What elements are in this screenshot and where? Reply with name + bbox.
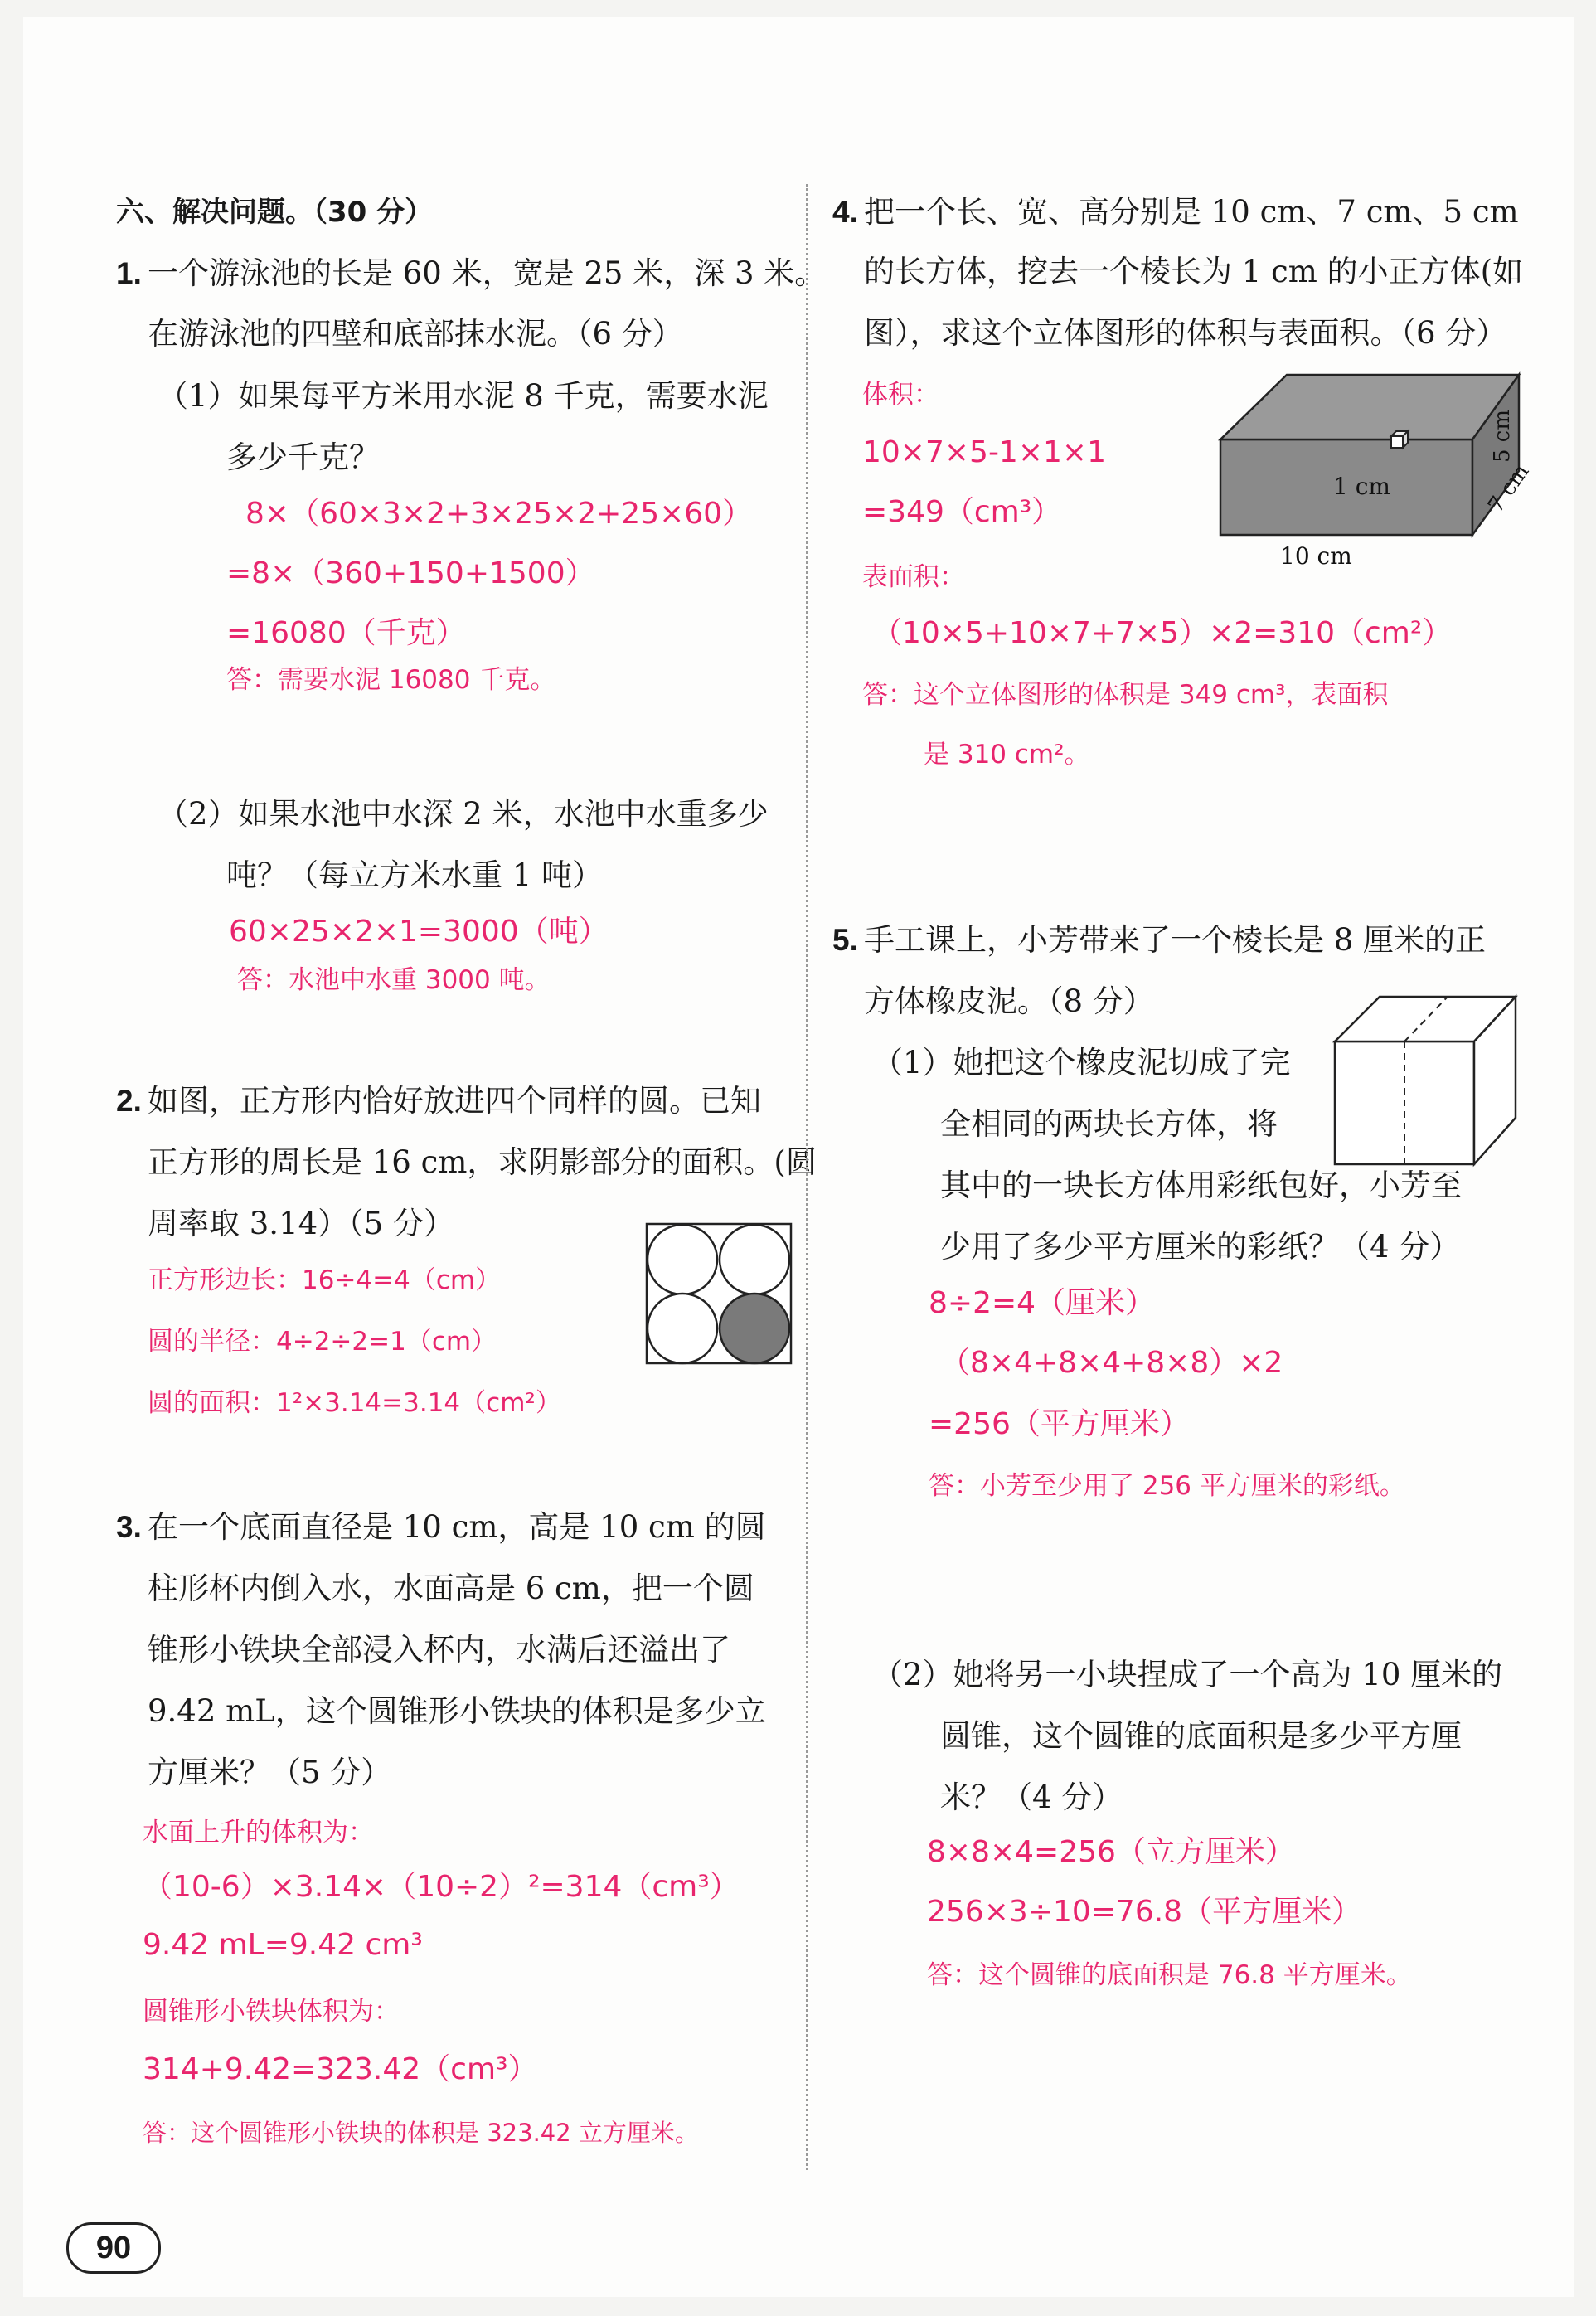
q5-sub1-line: 其中的一块长方体用彩纸包好，小芳至 <box>940 1168 1462 1203</box>
q3-answer: 水面上升的体积为： <box>143 1818 374 1847</box>
circle-top-left <box>648 1225 717 1294</box>
q1-sub1-answer: =16080（千克） <box>226 616 466 650</box>
q5-sub2-line: 米？（4 分） <box>940 1779 1123 1815</box>
q5-sub1-line: （1）她把这个橡皮泥切成了完 <box>872 1045 1291 1080</box>
q4-answer: 10×7×5-1×1×1 <box>862 435 1106 469</box>
q4-conclusion: 答：这个立体图形的体积是 349 cm³，表面积 <box>862 680 1389 710</box>
q4-answer: =349（cm³） <box>862 495 1062 529</box>
q1-line1: 一个游泳池的长是 60 米，宽是 25 米，深 3 米。 <box>148 255 826 291</box>
q5-sub2-line: （2）她将另一小块捏成了一个高为 10 厘米的 <box>872 1657 1503 1692</box>
q4-line: 把一个长、宽、高分别是 10 cm、7 cm、5 cm <box>864 194 1519 230</box>
q1-sub1-line2: 多少千克？ <box>226 439 380 475</box>
q5-sub1-answer: =256（平方厘米） <box>929 1407 1190 1441</box>
q3-line: 9.42 mL，这个圆锥形小铁块的体积是多少立 <box>148 1693 766 1729</box>
q3-answer: 圆锥形小铁块体积为： <box>143 1997 400 2027</box>
q5-number: 5. <box>832 923 858 957</box>
q5-sub2-conclusion: 答：这个圆锥的底面积是 76.8 平方厘米。 <box>927 1960 1412 1990</box>
q1-sub1-answer: 8×（60×3×2+3×25×2+25×60） <box>245 497 753 531</box>
q2-answer: 圆的面积：1²×3.14=3.14（cm²） <box>148 1388 561 1418</box>
q5-sub2-line: 圆锥，这个圆锥的底面积是多少平方厘 <box>940 1718 1462 1754</box>
q4-number: 4. <box>832 195 858 229</box>
cube-label: 1 cm <box>1333 473 1390 500</box>
q3-conclusion: 答：这个圆锥形小铁块的体积是 323.42 立方厘米。 <box>143 2119 699 2147</box>
q1-sub1-conclusion: 答：需要水泥 16080 千克。 <box>226 665 556 695</box>
q4-conclusion: 是 310 cm²。 <box>924 740 1090 770</box>
q3-line: 在一个底面直径是 10 cm，高是 10 cm 的圆 <box>148 1509 766 1545</box>
page-number: 90 <box>66 2222 161 2274</box>
q1-sub2-conclusion: 答：水池中水重 3000 吨。 <box>237 965 551 995</box>
circle-bottom-left <box>648 1294 717 1363</box>
q2-line1: 如图，正方形内恰好放进四个同样的圆。已知 <box>148 1083 761 1119</box>
q1-sub2-answer: 60×25×2×1=3000（吨） <box>229 915 609 949</box>
q1-number: 1. <box>116 256 142 290</box>
shaded-circle <box>720 1294 789 1363</box>
circle-top-right <box>720 1225 789 1294</box>
cuboid-figure <box>1210 365 1535 580</box>
q2-number: 2. <box>116 1084 142 1118</box>
q4-line: 的长方体，挖去一个棱长为 1 cm 的小正方体(如 <box>864 254 1524 289</box>
column-divider <box>806 184 808 2170</box>
q2-line2: 正方形的周长是 16 cm，求阴影部分的面积。(圆 <box>148 1144 817 1180</box>
q1-sub1-line1: （1）如果每平方米用水泥 8 千克，需要水泥 <box>158 378 769 414</box>
q5-line2: 方体橡皮泥。（8 分） <box>864 983 1154 1019</box>
q4-answer: （10×5+10×7+7×5）×2=310（cm²） <box>872 616 1453 650</box>
q1-sub2-line2: 吨？（每立方米水重 1 吨） <box>226 857 604 893</box>
q1-line2: 在游泳池的四壁和底部抹水泥。（6 分） <box>148 316 683 352</box>
cuboid-top <box>1220 375 1519 439</box>
length-label: 10 cm <box>1280 542 1352 570</box>
q2-answer: 正方形边长：16÷4=4（cm） <box>148 1265 502 1295</box>
q4-line: 图），求这个立体图形的体积与表面积。（6 分） <box>864 315 1507 351</box>
q5-sub1-line: 全相同的两块长方体，将 <box>940 1106 1278 1142</box>
height-label: 5 cm <box>1490 409 1515 463</box>
q3-number: 3. <box>116 1510 142 1544</box>
q5-sub1-line: 少用了多少平方厘米的彩纸？（4 分） <box>940 1229 1461 1265</box>
q3-line: 方厘米？（5 分） <box>148 1755 392 1790</box>
q1-sub2-line1: （2）如果水池中水深 2 米，水池中水重多少 <box>158 796 769 832</box>
q5-sub1-answer: （8×4+8×4+8×8）×2 <box>940 1346 1283 1380</box>
q3-line: 锥形小铁块全部浸入杯内，水满后还溢出了 <box>148 1632 730 1668</box>
cube-figure <box>1332 992 1519 1168</box>
q5-sub2-answer: 8×8×4=256（立方厘米） <box>927 1835 1295 1869</box>
q3-answer: 9.42 mL=9.42 cm³ <box>143 1928 423 1962</box>
q5-sub1-answer: 8÷2=4（厘米） <box>929 1286 1156 1320</box>
q4-answer: 表面积： <box>862 562 965 592</box>
q4-answer: 体积： <box>862 380 939 410</box>
q2-line3: 周率取 3.14）（5 分） <box>148 1206 454 1241</box>
section-title: 六、解决问题。（30 分） <box>116 196 434 229</box>
q5-sub2-answer: 256×3÷10=76.8（平方厘米） <box>927 1895 1362 1929</box>
q2-answer: 圆的半径：4÷2÷2=1（cm） <box>148 1327 497 1357</box>
q5-sub1-conclusion: 答：小芳至少用了 256 平方厘米的彩纸。 <box>929 1471 1405 1501</box>
q3-line: 柱形杯内倒入水，水面高是 6 cm，把一个圆 <box>148 1571 754 1606</box>
q1-sub1-answer: =8×（360+150+1500） <box>226 556 595 590</box>
q3-answer: （10-6）×3.14×（10÷2）²=314（cm³） <box>143 1870 740 1904</box>
four-circles-figure <box>645 1222 794 1365</box>
q5-line1: 手工课上，小芳带来了一个棱长是 8 厘米的正 <box>864 922 1487 958</box>
removed-cube-icon <box>1391 436 1403 448</box>
width-label: 7 cm <box>1483 459 1535 518</box>
q3-answer: 314+9.42=323.42（cm³） <box>143 2052 538 2086</box>
